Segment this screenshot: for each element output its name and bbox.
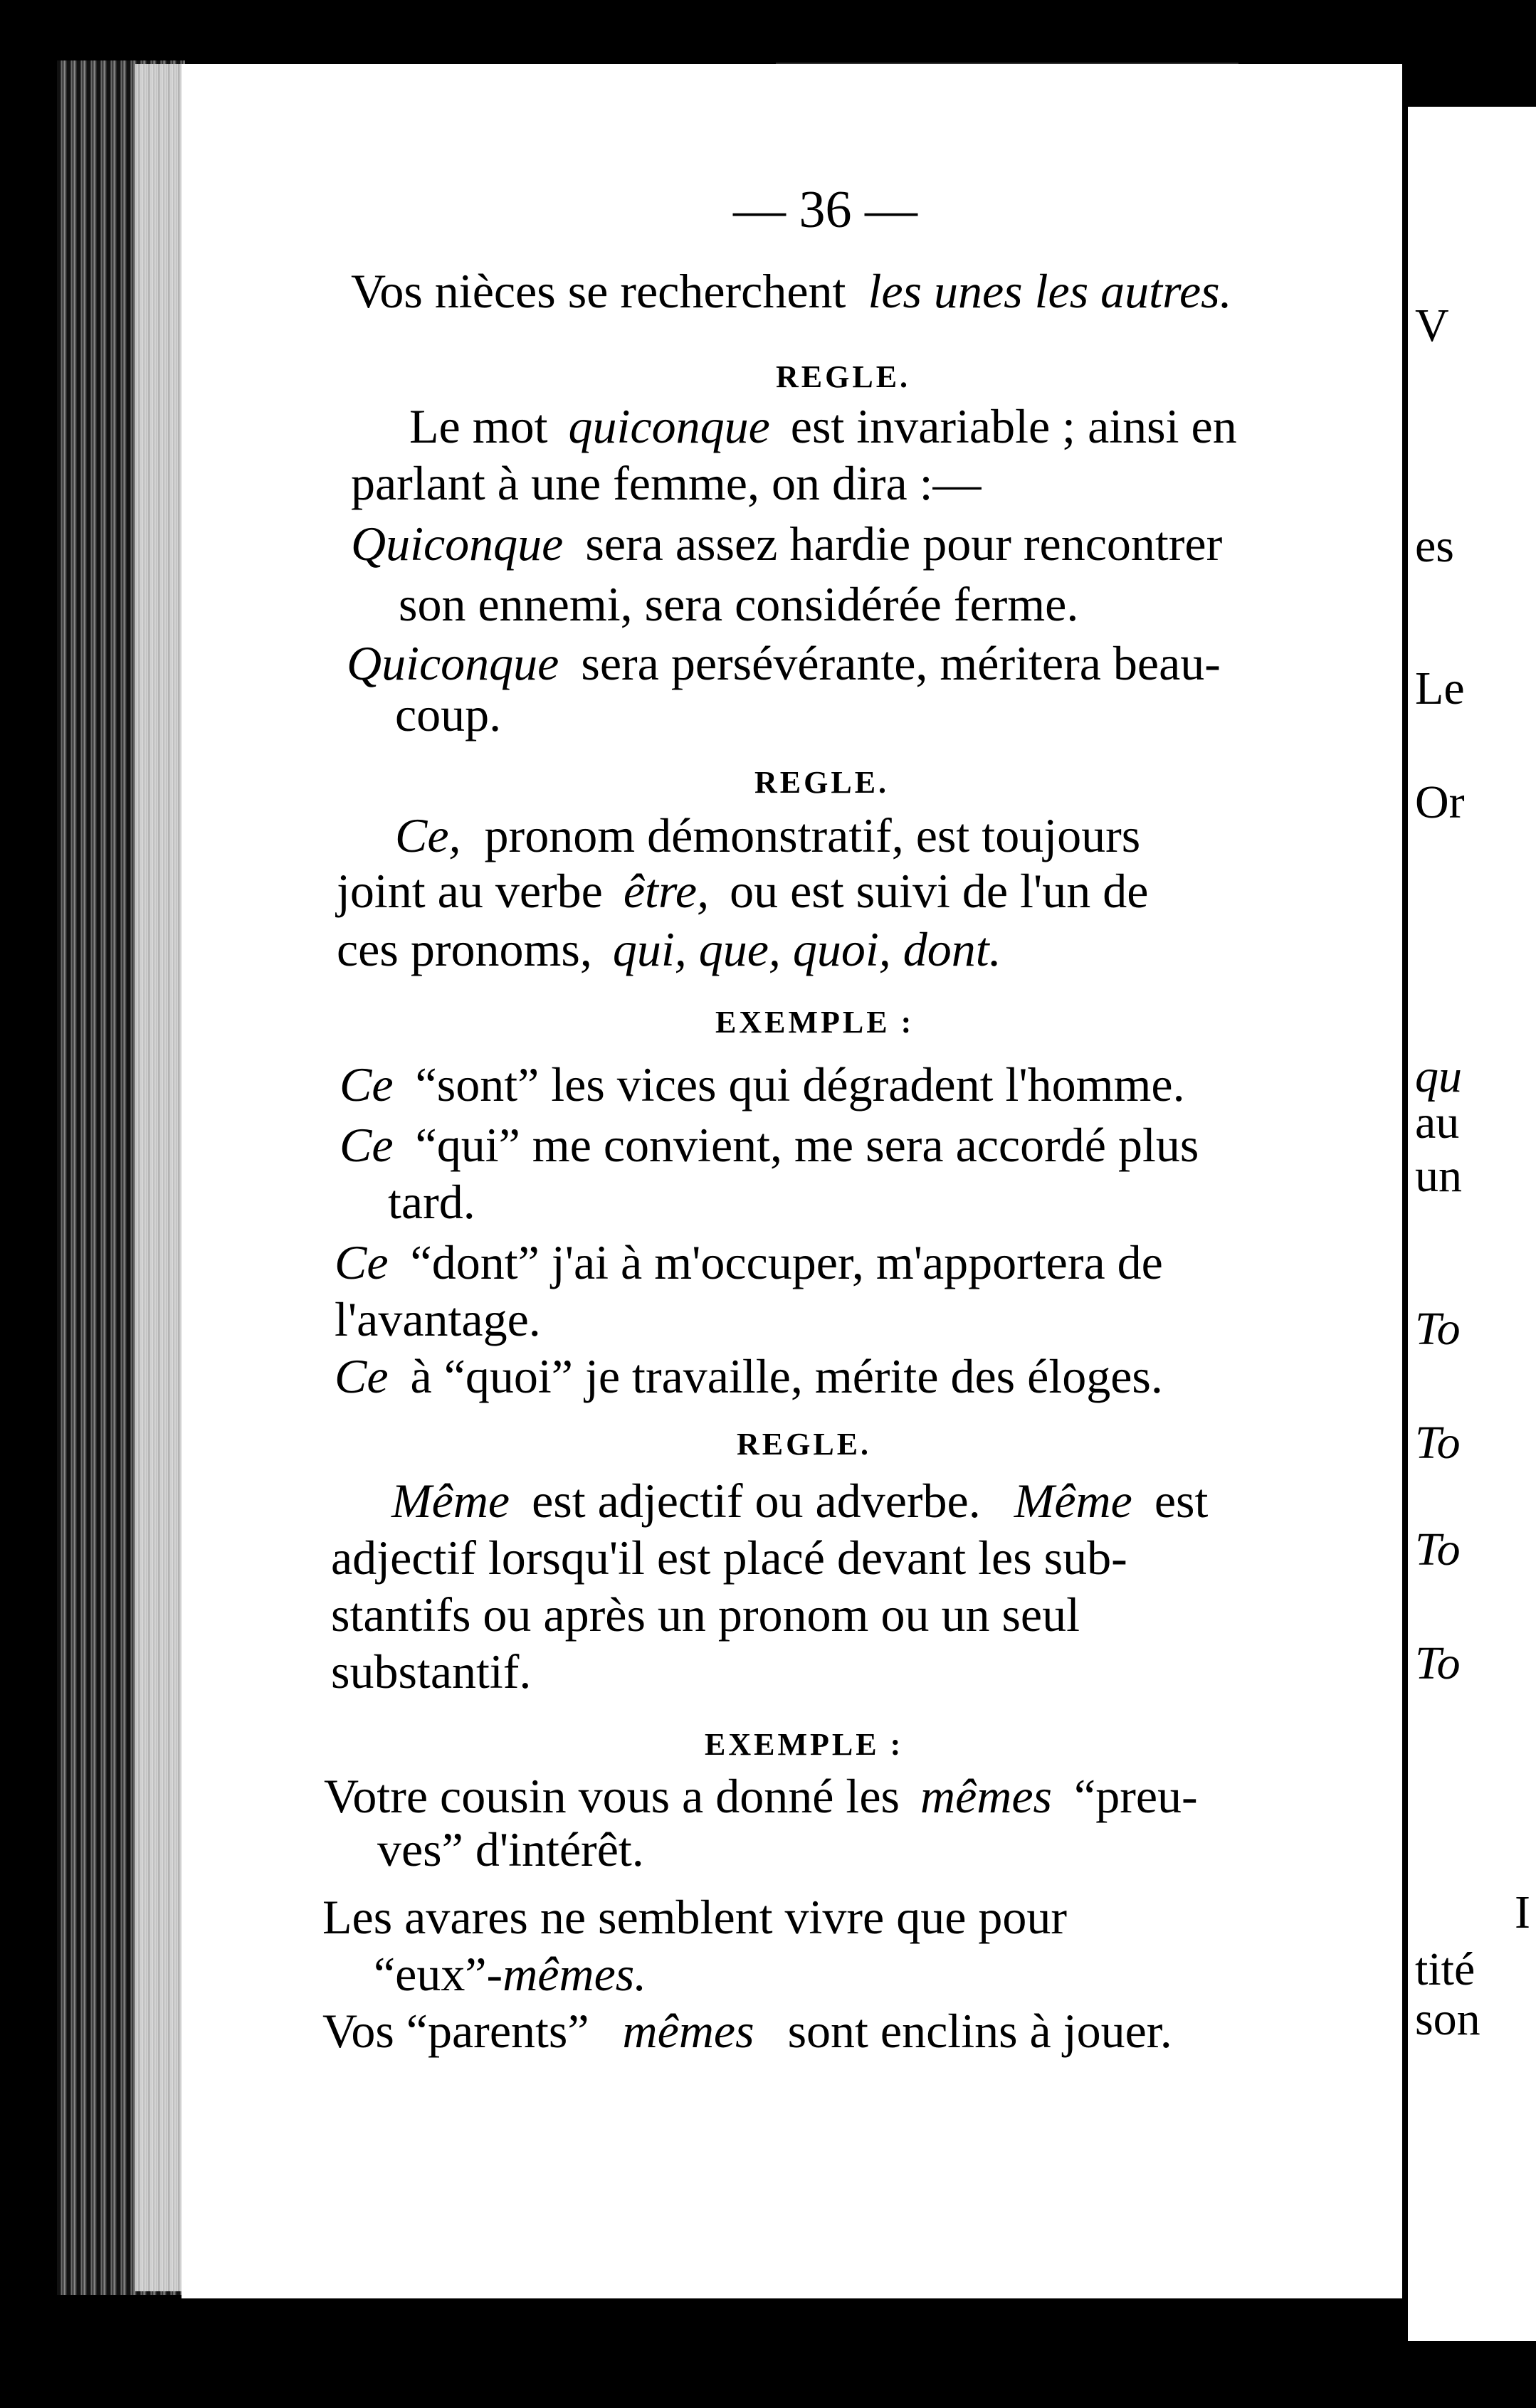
text-line: son ennemi, sera considérée ferme. [399, 577, 1079, 631]
italic-span: Même [1014, 1474, 1132, 1528]
italic-span: qui, que, quoi, dont. [612, 922, 1001, 976]
text-span: pronom démonstratif, est toujours [484, 808, 1141, 862]
facing-page-text: I [1515, 1886, 1530, 1938]
text-span: joint au verbe [337, 864, 603, 918]
italic-span: les unes les autres. [868, 264, 1232, 318]
facing-page-text: un [1415, 1150, 1462, 1202]
book-page-36 [182, 64, 1402, 2298]
text-line [391, 1474, 1209, 1528]
text-span: Le mot [409, 399, 548, 453]
facing-page-text: To [1415, 1417, 1461, 1469]
text-line: adjectif lorsqu'il est placé devant les sub- [331, 1531, 1127, 1585]
text-span: ces pronoms, [337, 922, 592, 976]
italic-span: mêmes. [503, 1947, 647, 2001]
text-line: tard. [388, 1175, 475, 1229]
text-span: “preu- [1074, 1769, 1198, 1823]
text-line [409, 399, 1237, 453]
section-heading: EXEMPLE : [715, 1005, 915, 1040]
facing-page-text: To [1415, 1524, 1461, 1575]
section-heading: REGLE. [737, 1427, 872, 1462]
italic-span: Ce [340, 1057, 394, 1111]
text-line [340, 1118, 1199, 1172]
text-span: à “quoi” je travaille, mérite des éloges. [410, 1349, 1163, 1403]
facing-page-text: es [1415, 520, 1454, 572]
facing-page-text: Le [1415, 662, 1465, 714]
text-line [374, 1947, 647, 2001]
text-line [351, 264, 1518, 318]
text-line [337, 922, 1001, 976]
text-line [337, 864, 1149, 918]
italic-span: Ce [335, 1349, 389, 1403]
text-span: “dont” j'ai à m'occuper, m'apportera de [410, 1235, 1163, 1289]
text-span: sera persévérante, méritera beau- [581, 636, 1221, 690]
italic-span: Même [391, 1474, 510, 1528]
italic-span: Quiconque [347, 636, 559, 690]
section-heading: REGLE. [754, 765, 890, 800]
facing-page-text: Or [1415, 776, 1465, 828]
italic-span: quiconque [568, 399, 770, 453]
italic-span: Ce [335, 1235, 389, 1289]
facing-page-sliver [1408, 107, 1536, 2341]
text-span: “qui” me convient, me sera accordé plus [415, 1118, 1199, 1172]
text-line [351, 517, 1223, 571]
facing-page-text: qu [1415, 1050, 1462, 1102]
italic-span: mêmes [920, 1769, 1053, 1823]
text-line [322, 2004, 1172, 2058]
italic-span: être, [623, 864, 710, 918]
text-line: stantifs ou après un pronom ou un seul [331, 1588, 1080, 1642]
text-line: parlant à une femme, on dira :— [351, 456, 982, 510]
facing-page-text: au [1415, 1097, 1460, 1148]
text-line: l'avantage. [335, 1292, 541, 1346]
text-span: “sont” les vices qui dégradent l'homme. [415, 1057, 1185, 1111]
italic-span: Quiconque [351, 517, 564, 571]
facing-page-text: To [1415, 1637, 1461, 1689]
italic-span: mêmes [622, 2004, 754, 2058]
text-span: est adjectif ou adverbe. [532, 1474, 981, 1528]
facing-page-text: son [1415, 1993, 1480, 2045]
text-line [395, 808, 1141, 862]
page-stack-edge [135, 64, 185, 2291]
italic-span: Ce [340, 1118, 394, 1172]
text-span: Vos “parents” [322, 2004, 589, 2058]
text-span: sont enclins à jouer. [787, 2004, 1172, 2058]
text-line: ves” d'intérêt. [377, 1822, 644, 1876]
page-number: — 36 — [733, 181, 917, 239]
text-span: sera assez hardie pour rencontrer [585, 517, 1223, 571]
facing-page-text: To [1415, 1303, 1461, 1355]
italic-span: Ce, [395, 808, 461, 862]
facing-page-text: V [1415, 300, 1449, 352]
text-line [347, 636, 1221, 690]
section-heading: REGLE. [776, 359, 911, 394]
text-span: ou est suivi de l'un de [730, 864, 1149, 918]
text-line: coup. [395, 687, 502, 741]
text-line [340, 1057, 1185, 1111]
text-span: Vos nièces se recherchent [351, 264, 846, 318]
text-span: est invariable ; ainsi en [790, 399, 1237, 453]
text-line: substantif. [331, 1644, 532, 1699]
text-span: Votre cousin vous a donné les [324, 1769, 900, 1823]
text-line [335, 1235, 1163, 1289]
text-line [335, 1349, 1163, 1403]
facing-page-text: tité [1415, 1943, 1475, 1995]
text-line: Les avares ne semblent vivre que pour [322, 1890, 1068, 1944]
section-heading: EXEMPLE : [705, 1727, 904, 1762]
text-line [324, 1769, 1198, 1823]
text-span: est [1154, 1474, 1209, 1528]
text-span: “eux”- [374, 1947, 503, 2001]
